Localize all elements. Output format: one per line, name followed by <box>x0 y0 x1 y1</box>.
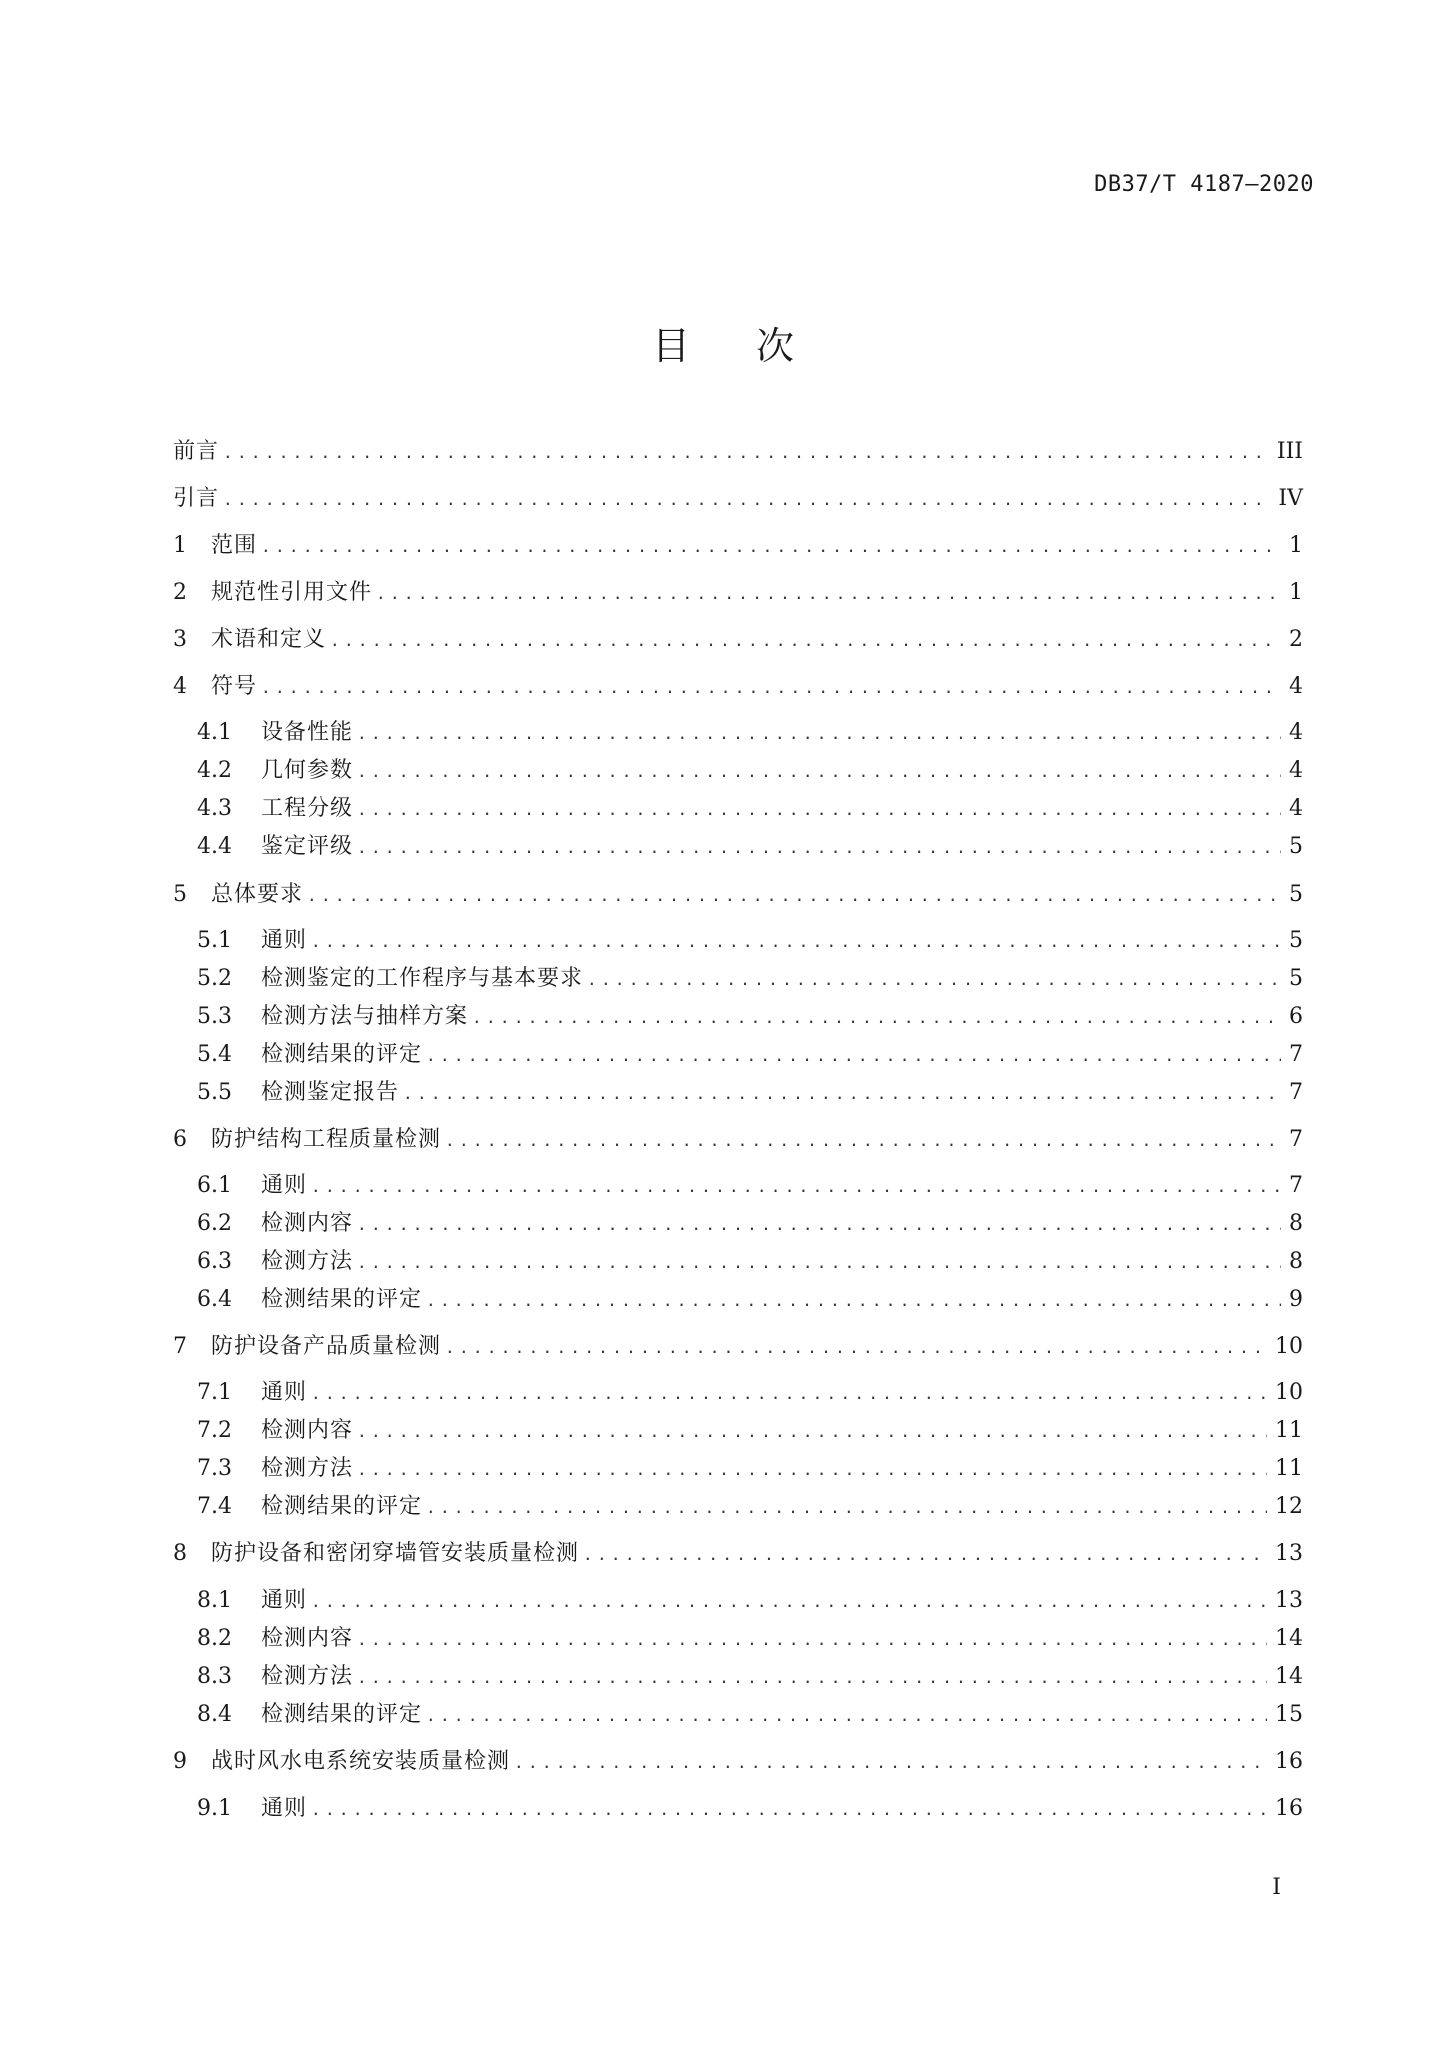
toc-entry-page: 14 <box>1275 1664 1303 1689</box>
toc-leader-dots <box>223 485 1270 515</box>
toc-leader-dots <box>311 1172 1281 1202</box>
toc-entry-label: 检测内容 <box>261 1626 354 1651</box>
toc-entry-page: III <box>1276 439 1303 464</box>
toc-leader-dots <box>357 1663 1267 1693</box>
toc-entry[interactable] <box>173 880 1303 911</box>
toc-entry-page: 4 <box>1289 758 1303 783</box>
toc-entry-number: 6.4 <box>197 1287 232 1312</box>
toc-leader-dots <box>223 438 1269 468</box>
toc-entry[interactable] <box>197 1624 1303 1655</box>
toc-entry[interactable] <box>197 1662 1303 1693</box>
title-char-2: 次 <box>756 324 797 368</box>
toc-entry[interactable] <box>197 1700 1303 1731</box>
toc-entry-label: 鉴定评级 <box>261 834 354 859</box>
toc-entry-page: 7 <box>1289 1080 1303 1105</box>
toc-entry[interactable] <box>197 794 1303 825</box>
toc-leader-dots <box>357 1248 1281 1278</box>
toc-entry-label: 通则 <box>261 1173 308 1198</box>
toc-entry-page: 4 <box>1289 720 1303 745</box>
toc-entry[interactable] <box>197 1040 1303 1071</box>
toc-leader-dots <box>357 833 1281 863</box>
toc-entry-label: 术语和定义 <box>211 627 327 652</box>
page-folio: I <box>1272 1875 1281 1900</box>
toc-entry-page: 5 <box>1289 966 1303 991</box>
toc-entry[interactable] <box>173 578 1303 609</box>
toc-entry[interactable] <box>173 1539 1303 1570</box>
toc-entry[interactable] <box>197 756 1303 787</box>
toc-entry-label: 检测方法 <box>261 1249 354 1274</box>
toc-entry[interactable] <box>197 1378 1303 1409</box>
toc-entry-page: 6 <box>1289 1004 1303 1029</box>
toc-leader-dots <box>311 1379 1267 1409</box>
toc-leader-dots <box>357 719 1281 749</box>
toc-leader-dots <box>445 1333 1267 1363</box>
toc-entry-number: 5.5 <box>197 1080 232 1105</box>
toc-entry-label: 防护设备和密闭穿墙管安装质量检测 <box>211 1541 580 1566</box>
toc-entry-number: 7 <box>173 1334 187 1359</box>
toc-leader-dots <box>376 579 1281 609</box>
toc-entry-number: 5.4 <box>197 1042 232 1067</box>
toc-entry-page: 7 <box>1289 1127 1303 1152</box>
toc-entry-page: IV <box>1278 486 1303 511</box>
toc-entry-number: 6 <box>173 1127 187 1152</box>
toc-leader-dots <box>403 1079 1281 1109</box>
toc-entry-label: 规范性引用文件 <box>211 580 373 605</box>
toc-entry-label: 工程分级 <box>261 796 354 821</box>
toc-entry-page: 1 <box>1289 580 1303 605</box>
toc-leader-dots <box>261 673 1281 703</box>
toc-entry-label: 检测结果的评定 <box>261 1702 423 1727</box>
toc-leader-dots <box>583 1540 1267 1570</box>
toc-leader-dots <box>357 757 1281 787</box>
toc-entry-label: 检测鉴定报告 <box>261 1080 400 1105</box>
toc-entry-label: 检测内容 <box>261 1418 354 1443</box>
toc-entry-page: 13 <box>1275 1541 1303 1566</box>
toc-entry-number: 1 <box>173 533 187 558</box>
toc-leader-dots <box>357 1210 1281 1240</box>
toc-leader-dots <box>311 1587 1267 1617</box>
toc-leader-dots <box>357 795 1281 825</box>
toc-entry[interactable] <box>173 437 1303 468</box>
toc-entry-label: 总体要求 <box>211 882 304 907</box>
toc-entry-label: 检测结果的评定 <box>261 1042 423 1067</box>
toc-entry-page: 10 <box>1275 1334 1303 1359</box>
toc-leader-dots <box>426 1493 1267 1523</box>
toc-entry-page: 5 <box>1289 928 1303 953</box>
toc-entry-page: 10 <box>1275 1380 1303 1405</box>
toc-entry-number: 4.2 <box>197 758 232 783</box>
toc-leader-dots <box>514 1748 1267 1778</box>
toc-entry[interactable] <box>197 1416 1303 1447</box>
toc-entry-label: 通则 <box>261 1380 308 1405</box>
toc-entry-number: 5.3 <box>197 1004 232 1029</box>
toc-entry-page: 9 <box>1289 1287 1303 1312</box>
toc-entry-page: 11 <box>1275 1456 1303 1481</box>
toc-entry-page: 16 <box>1275 1749 1303 1774</box>
toc-entry-page: 4 <box>1289 674 1303 699</box>
toc-entry-page: 5 <box>1289 834 1303 859</box>
toc-entry-page: 1 <box>1289 533 1303 558</box>
toc-leader-dots <box>357 1625 1267 1655</box>
toc-entry-page: 11 <box>1275 1418 1303 1443</box>
toc-entry-number: 4 <box>173 674 187 699</box>
toc-leader-dots <box>426 1286 1281 1316</box>
toc-entry-number: 4.1 <box>197 720 232 745</box>
toc-entry-label: 防护设备产品质量检测 <box>211 1334 442 1359</box>
toc-entry-label: 范围 <box>211 533 258 558</box>
toc-entry[interactable] <box>197 1171 1303 1202</box>
toc-entry-label: 设备性能 <box>261 720 354 745</box>
toc-leader-dots <box>472 1003 1281 1033</box>
toc-entry-number: 8.3 <box>197 1664 232 1689</box>
toc-entry-label: 战时风水电系统安装质量检测 <box>211 1749 511 1774</box>
toc-entry-page: 7 <box>1289 1042 1303 1067</box>
toc-entry-number: 7.4 <box>197 1494 232 1519</box>
toc-entry-number: 8 <box>173 1541 187 1566</box>
toc-entry-label: 通则 <box>261 928 308 953</box>
toc-entry[interactable] <box>197 832 1303 863</box>
toc-entry[interactable] <box>197 1078 1303 1109</box>
toc-leader-dots <box>426 1701 1267 1731</box>
toc-entry-page: 8 <box>1289 1249 1303 1274</box>
toc-entry-number: 2 <box>173 580 187 605</box>
toc-entry-page: 8 <box>1289 1211 1303 1236</box>
toc-entry-number: 5 <box>173 882 187 907</box>
toc-entry[interactable] <box>173 531 1303 562</box>
toc-entry[interactable] <box>197 718 1303 749</box>
toc-leader-dots <box>357 1455 1267 1485</box>
toc-entry-label: 防护结构工程质量检测 <box>211 1127 442 1152</box>
toc-entry-label: 通则 <box>261 1796 308 1821</box>
toc-entry[interactable] <box>197 1285 1303 1316</box>
toc-entry-page: 16 <box>1275 1796 1303 1821</box>
toc-entry-number: 6.1 <box>197 1173 232 1198</box>
toc-entry-page: 7 <box>1289 1173 1303 1198</box>
toc-entry-number: 7.1 <box>197 1380 232 1405</box>
toc-entry-label: 引言 <box>173 486 220 511</box>
toc-leader-dots <box>307 881 1281 911</box>
toc-entry-number: 4.4 <box>197 834 232 859</box>
toc-entry-number: 9.1 <box>197 1796 232 1821</box>
toc-entry-page: 4 <box>1289 796 1303 821</box>
toc-entry[interactable] <box>173 1125 1303 1156</box>
toc-leader-dots <box>311 927 1281 957</box>
toc-entry-number: 4.3 <box>197 796 232 821</box>
toc-entry-number: 7.2 <box>197 1418 232 1443</box>
toc-entry[interactable] <box>173 625 1303 656</box>
toc-entry[interactable] <box>197 1002 1303 1033</box>
toc-leader-dots <box>261 532 1281 562</box>
toc-entry-page: 5 <box>1289 882 1303 907</box>
toc-entry[interactable] <box>173 672 1303 703</box>
toc-entry[interactable] <box>197 1586 1303 1617</box>
toc-entry-label: 几何参数 <box>261 758 354 783</box>
toc-entry-label: 检测方法与抽样方案 <box>261 1004 469 1029</box>
toc-entry-page: 14 <box>1275 1626 1303 1651</box>
toc-entry[interactable] <box>173 1332 1303 1363</box>
toc-entry-number: 3 <box>173 627 187 652</box>
toc-entry-page: 2 <box>1289 627 1303 652</box>
title-char-1: 目 <box>651 324 692 368</box>
toc-entry[interactable] <box>197 1794 1303 1825</box>
toc-entry[interactable] <box>197 1492 1303 1523</box>
toc-entry-number: 8.1 <box>197 1588 232 1613</box>
toc-entry[interactable] <box>197 1454 1303 1485</box>
toc-entry-page: 15 <box>1275 1702 1303 1727</box>
toc-entry[interactable] <box>173 1747 1303 1778</box>
toc-leader-dots <box>587 965 1281 995</box>
toc-entry-number: 6.3 <box>197 1249 232 1274</box>
toc-entry-label: 通则 <box>261 1588 308 1613</box>
toc-entry-page: 13 <box>1275 1588 1303 1613</box>
toc-entry-number: 5.2 <box>197 966 232 991</box>
toc-entry-number: 8.2 <box>197 1626 232 1651</box>
toc-entry-number: 7.3 <box>197 1456 232 1481</box>
toc-entry-label: 检测结果的评定 <box>261 1494 423 1519</box>
toc-entry-number: 6.2 <box>197 1211 232 1236</box>
toc-entry-page: 12 <box>1275 1494 1303 1519</box>
page-title <box>0 315 1448 370</box>
toc-leader-dots <box>311 1795 1267 1825</box>
toc-entry-number: 9 <box>173 1749 187 1774</box>
toc-leader-dots <box>445 1126 1281 1156</box>
toc-leader-dots <box>426 1041 1281 1071</box>
toc-entry-label: 检测内容 <box>261 1211 354 1236</box>
toc-entry[interactable] <box>173 484 1303 515</box>
toc-entry-label: 前言 <box>173 439 220 464</box>
toc-entry-label: 符号 <box>211 674 258 699</box>
toc-entry-number: 5.1 <box>197 928 232 953</box>
toc-leader-dots <box>330 626 1281 656</box>
toc-entry[interactable] <box>197 926 1303 957</box>
toc-entry-number: 8.4 <box>197 1702 232 1727</box>
toc-entry-label: 检测结果的评定 <box>261 1287 423 1312</box>
standard-number: DB37/T 4187—2020 <box>1094 172 1314 197</box>
toc-entry[interactable] <box>197 1247 1303 1278</box>
toc-entry-label: 检测方法 <box>261 1456 354 1481</box>
toc-entry-label: 检测鉴定的工作程序与基本要求 <box>261 966 584 991</box>
toc-entry[interactable] <box>197 964 1303 995</box>
toc-entry-label: 检测方法 <box>261 1664 354 1689</box>
toc-leader-dots <box>357 1417 1267 1447</box>
toc-entry[interactable] <box>197 1209 1303 1240</box>
